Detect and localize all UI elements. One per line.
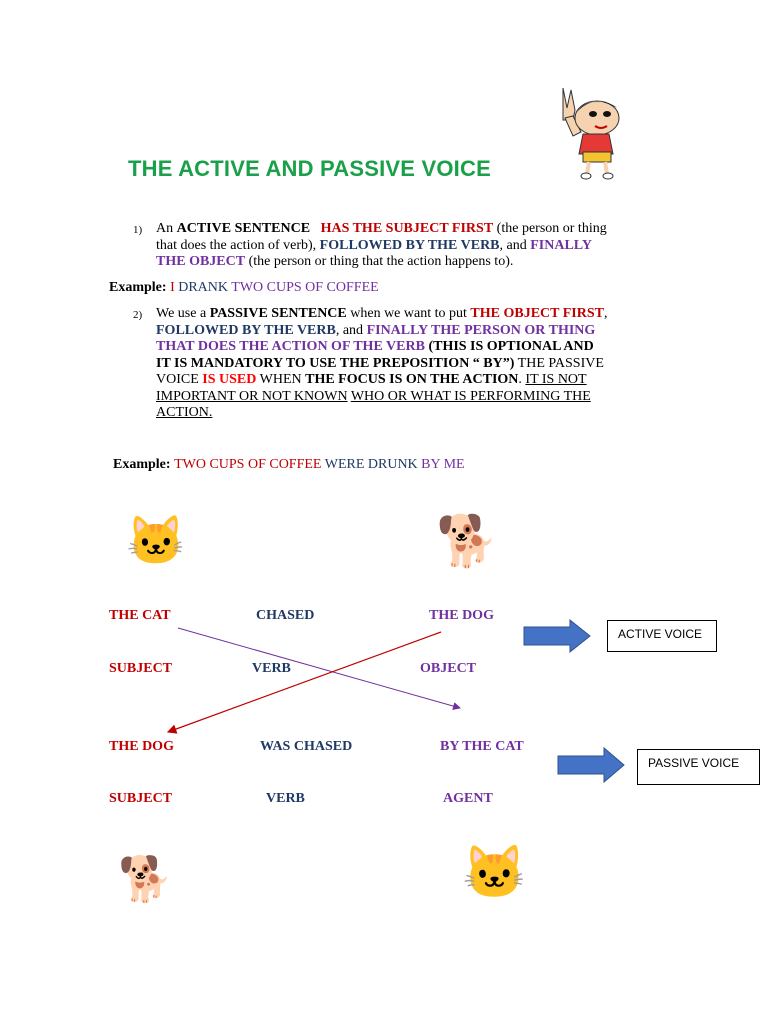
text-run: THE OBJECT FIRST (470, 306, 604, 321)
text-run: WHEN (256, 372, 306, 387)
passive-block-arrow (558, 748, 624, 782)
example-verb: DRANK (178, 280, 229, 295)
passive-voice-box (637, 749, 760, 785)
text-run: FOLLOWED BY THE VERB (319, 237, 500, 253)
text-run: An (156, 221, 177, 236)
list-number-2: 2) (133, 309, 143, 321)
active-object-word: THE DOG (429, 608, 494, 623)
text-run: ACTION. (156, 405, 213, 420)
example-agent: BY ME (421, 457, 465, 472)
text-run: , (603, 306, 608, 321)
dog-icon: 🐕 (436, 513, 499, 569)
passive-subject-role: SUBJECT (109, 791, 173, 806)
active-verb-role: VERB (252, 661, 291, 676)
text-run: WHO OR WHAT IS PERFORMING THE (350, 388, 591, 404)
active-block-arrow (524, 620, 590, 652)
text-run: FINALLY (530, 237, 592, 253)
list-number-1: 1) (133, 224, 143, 236)
text-run: ACTIVE SENTENCE (176, 221, 311, 236)
passive-agent-role: AGENT (443, 791, 493, 806)
text-run: VOICE (156, 372, 203, 387)
text-run: , and (335, 322, 367, 338)
example-subject: I (170, 280, 175, 295)
text-run: THAT DOES THE ACTION OF THE VERB (156, 339, 425, 354)
dog-icon: 🐕 (118, 855, 173, 904)
active-voice-label: ACTIVE VOICE (618, 627, 703, 641)
text-run: THE FOCUS IS ON THE ACTION (305, 372, 519, 387)
text-run: , and (499, 237, 531, 253)
active-subject-role: SUBJECT (109, 661, 173, 676)
text-run: IT IS MANDATORY TO USE THE PREPOSITION “ BY”) (156, 355, 515, 371)
passive-agent-word: BY THE CAT (440, 739, 524, 754)
example-object: TWO CUPS OF COFFEE (231, 280, 379, 295)
text-run: THE PASSIVE (514, 355, 604, 371)
cat-icon: 🐱 (462, 845, 527, 902)
text-run: (the person or thing that the action happens to). (245, 254, 514, 269)
passive-verb-role: VERB (266, 791, 305, 806)
example-label: Example: (113, 457, 175, 472)
text-run: PASSIVE SENTENCE (209, 306, 347, 321)
text-run: that does the action of verb), (156, 237, 320, 253)
text-run: when we want to put (346, 306, 471, 321)
example-label: Example: (109, 280, 171, 295)
text-run: We use a (156, 306, 210, 321)
passive-subject-word: THE DOG (109, 739, 174, 754)
text-run: THE OBJECT (156, 254, 246, 269)
page-title: THE ACTIVE AND PASSIVE VOICE (128, 156, 491, 181)
example-object: TWO CUPS OF COFFEE (174, 457, 322, 472)
text-run: IT IS NOT (525, 372, 587, 387)
text-run: FOLLOWED BY THE VERB (156, 322, 336, 338)
cat-icon: 🐱 (126, 515, 186, 568)
example-verb: WERE DRUNK (324, 457, 418, 472)
text-run: IS USED (202, 372, 257, 387)
text-run: . (518, 372, 526, 387)
dog-to-subject-arrow (168, 632, 441, 732)
text-run: (THIS IS OPTIONAL AND (424, 339, 594, 354)
passive-voice-label: PASSIVE VOICE (648, 756, 740, 770)
active-object-role: OBJECT (420, 661, 477, 676)
text-run: HAS THE SUBJECT FIRST (320, 221, 494, 236)
active-subject-word: THE CAT (109, 608, 171, 623)
text-run: IMPORTANT OR NOT KNOWN (156, 388, 348, 404)
active-voice-box (607, 620, 717, 652)
active-verb-word: CHASED (256, 608, 315, 623)
text-run: (the person or thing (493, 221, 607, 236)
passive-verb-word: WAS CHASED (260, 739, 353, 754)
text-run: FINALLY THE PERSON OR THING (366, 322, 596, 338)
